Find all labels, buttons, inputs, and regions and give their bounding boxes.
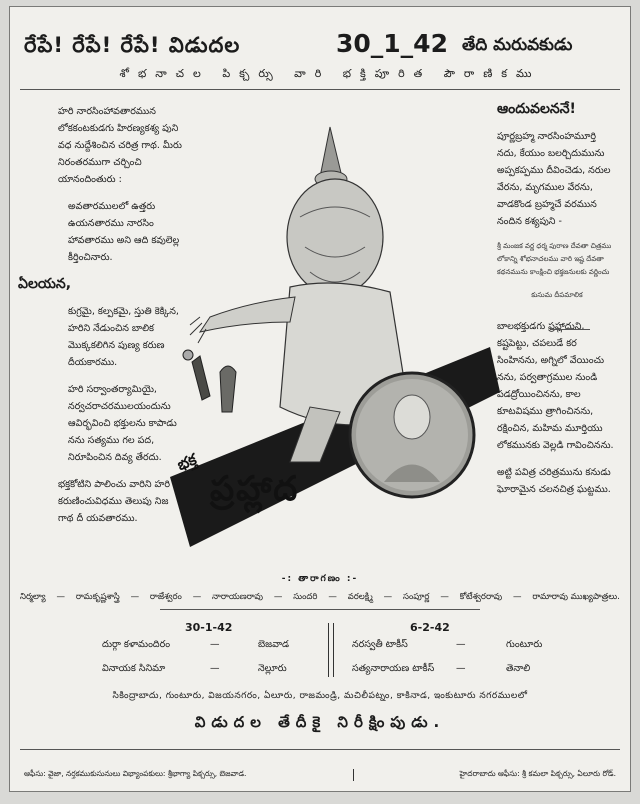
tagline: విడుదల తేదీకై నిరీక్షింపుడు. — [194, 713, 446, 731]
right-small-caption: కుసుమ దీపమాలిక — [531, 291, 583, 299]
header-divider — [20, 89, 620, 90]
cast-member: రామారావు ముఖ్యపాత్రలు. — [532, 592, 620, 602]
arm-shape — [200, 297, 295, 332]
left-heading: ఏలయన, — [18, 276, 72, 292]
schedule-dash: — — [210, 639, 220, 650]
theatre-city: తెనాలి — [506, 663, 531, 674]
cast-member: నిర్మల్యా — [20, 592, 46, 602]
right-heading: ఆందువలననే! — [497, 101, 576, 117]
right-paragraph: బాలభక్తుడగు ప్రహ్లాదుని, కష్టపెట్టు, చపలుడే కర సింహినను, అగ్నిలో వేయించు నను, పర్వతాగ్రముల నుండి పడద్రోయించినను, కాల కూటవిషము త్రాగించినను, రక్షించిన, మహిమ మూర్తియు లోకమునకు వెల్లడి గావించినను. — [497, 321, 614, 451]
left-paragraph: భక్తకోటిని పాలించు వారిని హరి కరుణించువిధము తెలుపు నిజ గాథ దీ యవతారము. — [58, 479, 170, 524]
footer-right: హైదరాబాదు ఆఫీసు: శ్రీ కమలా పిక్చర్సు, ఏలూరు రోడ్. — [459, 769, 616, 778]
poster-title-small: భక్త — [174, 450, 200, 475]
poster-title: ప్రహ్లాద — [210, 469, 300, 509]
theatre-city: గుంటూరు — [506, 639, 543, 650]
theatre-name: సత్యనారాయణ టాకీస్ — [352, 663, 435, 674]
lion-head-shape — [287, 179, 383, 295]
cast-title: -: తారాగణం :- — [281, 574, 359, 584]
crown-shape — [320, 127, 342, 177]
footer-left: ఆఫీసు: వైజా, నర్తకముకుసునులు విభ్యాంపకులు: శ్రీభాగ్యా పిక్చర్సు, బెజవాడ. — [24, 769, 247, 778]
cast-member: సుందరి — [293, 592, 318, 602]
schedule-date-right: 6-2-42 — [410, 621, 450, 634]
schedule-dash: — — [210, 663, 220, 674]
date-reminder: తేది మరువకుడు — [462, 35, 573, 55]
cast-member: నారాయణరావు — [212, 592, 263, 602]
cast-list: నిర్మల్యా — రామకృష్ణశాస్త్రి — రాజేశ్వరం — నారాయణరావు — సుందరి — వరలక్ష్మి — సంపూర్ణ — కోటేశ్వరరావు — రామారావు ముఖ్యపాత్రలు. — [20, 592, 620, 602]
cast-member: రాజేశ్వరం — [149, 592, 182, 602]
production-subtitle: శోభనాచల పిక్చర్సు వారి భక్తిపూరిత పౌరాణికము — [119, 67, 541, 80]
schedule-dash: — — [456, 639, 466, 650]
footer-divider — [20, 749, 620, 750]
right-paragraph: పూర్ణబ్రహ్మ నారసింహమూర్తి నదు, కేయుం బలర్చిదుమును అప్పకప్పము దీవించెడు, నరుల వేరను, మృగముల వేరను, వాడకొండ బ్రహ్మచే వరమున నందిన కశ్యపుని - — [497, 131, 611, 227]
figure-shape — [220, 366, 236, 412]
right-paragraph: అట్టి పవిత్ర చరిత్రమును కనుడు ఘోరామైన చలనచిత్ర ఘట్టము. — [497, 467, 611, 495]
left-paragraph: అవతారములలో ఉత్తరు ఉయనతారము నారసిం హావతారము అని ఆది కవులెల్ల కీర్తించినారు. — [68, 201, 180, 263]
right-small-paragraph: శ్రీ మంజక వర్ణ ధర్మ పురాణ దేవతా చిత్రము లోకాన్ని శోభనాచలము వారి ఇష్ట దేవతా కథనమును కాంక్షించి భక్తజనులకు వర్ణించు — [497, 242, 612, 276]
cast-divider — [160, 609, 480, 610]
schedule-date-left: 30-1-42 — [185, 621, 233, 634]
theatre-name: దుర్గా కళామందిరం — [102, 639, 171, 650]
release-date: 30_1_42 — [336, 29, 448, 58]
theatre-name: వినాయక సినిమా — [102, 663, 166, 674]
left-paragraph: హరి సర్వాంతర్యామియై, నర్వచరాచరములయందును ఆవిర్భవించి భక్తులను కాపాడు నను సత్యము గల పద, నిరూపించిన దివ్య తేరదు. — [68, 384, 177, 463]
release-towns: సికింద్రాబాదు, గుంటూరు, విజయనగరం, ఏలూరు, రాజమండ్రి, మచిలీపట్నం, కాకినాడ, ఇంకుటూరు నగరములలో — [112, 691, 528, 701]
right-column-divider — [550, 329, 590, 330]
theatre-name: నరస్వతీ టాకీస్ — [352, 639, 408, 650]
newspaper-advertisement — [9, 6, 631, 792]
cast-member: రామకృష్ణశాస్త్రి — [75, 592, 120, 602]
schedule-divider — [328, 623, 334, 677]
release-announcement: రేపే! రేపే! రేపే! విడుదల — [24, 33, 241, 57]
left-column-text — [18, 103, 186, 537]
footer — [24, 769, 616, 781]
theatre-city: బెజవాడ — [258, 639, 290, 650]
cast-member: వరలక్ష్మి — [347, 592, 373, 602]
theatre-city: నెల్లూరు — [258, 663, 287, 674]
left-paragraph: కుగ్రమై, కల్పకమై, స్తుతి కెక్కిన, హరిని నేడుంచిన బాలిక మొక్కకలిగిన పుణ్య కరుణ దీయకారము. — [68, 306, 179, 368]
cast-member: కోటేశ్వరరావు — [459, 592, 503, 602]
right-column-text — [497, 101, 617, 508]
schedule-dash: — — [456, 663, 466, 674]
left-paragraph: హరి నారసింహావతారమున లోకకంటకుడగు హిరణ్యకశ్య పుని వధ నుద్దేశించిన చరిత్ర గాథ. మీరు నిరంతరముగా చర్చించి యానందింతురు : — [58, 106, 182, 185]
cast-member: సంపూర్ణ — [403, 592, 430, 602]
